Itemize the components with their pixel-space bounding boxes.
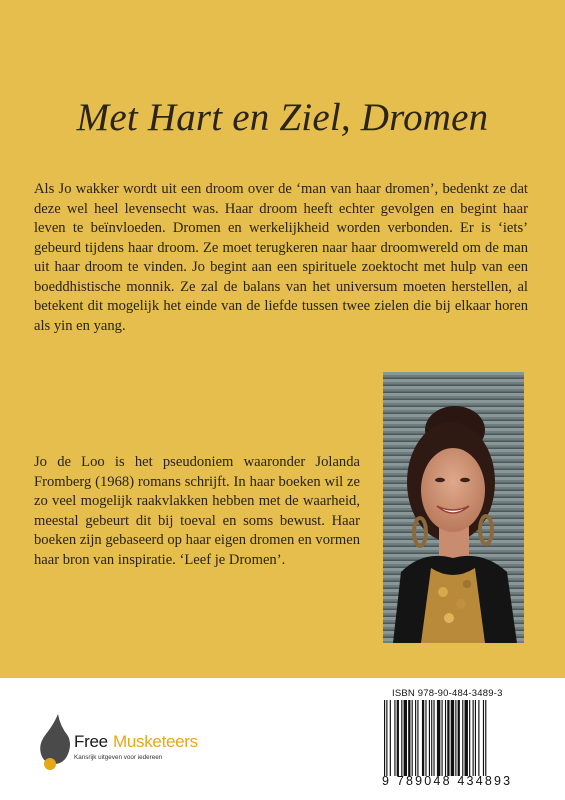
author-photo bbox=[383, 372, 524, 643]
barcode-bar bbox=[433, 700, 434, 776]
barcode-bar bbox=[390, 700, 391, 776]
isbn-label: ISBN 978-90-484-3489-3 bbox=[392, 688, 503, 699]
publisher-logo bbox=[38, 712, 198, 772]
drop-icon bbox=[38, 712, 72, 772]
barcode-bar bbox=[478, 700, 479, 776]
barcode bbox=[382, 700, 532, 776]
barcode-bar bbox=[431, 700, 432, 776]
barcode-bar bbox=[465, 700, 468, 776]
book-title: Met Hart en Ziel, Dromen bbox=[76, 96, 489, 139]
barcode-bar bbox=[483, 700, 484, 776]
barcode-bar bbox=[429, 700, 430, 776]
barcode-bar bbox=[437, 700, 440, 776]
barcode-bar bbox=[445, 700, 446, 776]
barcode-bar bbox=[473, 700, 474, 776]
barcode-bar bbox=[442, 700, 443, 776]
barcode-bar bbox=[425, 700, 426, 776]
publisher-name-musketeers: Musketeers bbox=[113, 732, 198, 751]
isbn-digits: 9 789048 434893 bbox=[382, 774, 513, 788]
barcode-bar bbox=[485, 700, 486, 776]
publisher-name-free: Free bbox=[74, 732, 108, 751]
blurb-text: Als Jo wakker wordt uit een droom over de ‘man van haar dromen’, bedenkt ze dat deze wel heel levensecht was. Haar droom heeft echter gevolgen en begint haar leven te beïnvloeden. Dromen en werkelijkheid worden verbonden. Er is ‘iets’ gebeurd tijdens haar droom. Ze moet terugkeren naar haar droomwereld om de man uit haar droom te vinden. Jo begint aan een spirituele zoektocht met hulp van een boeddhistische monnik. Ze zal de balans van het universum moeten herstellen, al betekent dit mogelijk het einde van de liefde tussen twee zielen die bij elkaar horen als yin en yang. bbox=[34, 181, 528, 334]
barcode-bar bbox=[415, 700, 416, 776]
barcode-bar bbox=[384, 700, 385, 776]
barcode-bar bbox=[412, 700, 413, 776]
author-bio: Jo de Loo is het pseudoniem waaronder Jolanda Fromberg (1968) romans schrijft. In haar boeken wil ze zo veel mogelijk raakvlakken hebben met de waarheid, meestal gebeurt dit bij toeval en soms bewust. Haar boeken zijn gebaseerd op haar eigen dromen en vormen haar bron van inspiratie. ‘Leef je Dromen’. bbox=[34, 454, 360, 568]
publisher-tagline: Kansrijk uitgeven voor iedereen bbox=[74, 754, 163, 761]
barcode-bar bbox=[469, 700, 470, 776]
barcode-bar bbox=[397, 700, 399, 776]
barcode-bar bbox=[404, 700, 407, 776]
barcode-bar bbox=[394, 700, 395, 776]
barcode-bar bbox=[475, 700, 476, 776]
barcode-bar bbox=[462, 700, 463, 776]
barcode-bar bbox=[447, 700, 449, 776]
barcode-bar bbox=[386, 700, 387, 776]
barcode-bar bbox=[451, 700, 454, 776]
barcode-bar bbox=[455, 700, 456, 776]
barcode-bar bbox=[408, 700, 410, 776]
barcode-bar bbox=[458, 700, 460, 776]
barcode-bar bbox=[417, 700, 418, 776]
barcode-bar bbox=[401, 700, 402, 776]
barcode-bar bbox=[422, 700, 424, 776]
